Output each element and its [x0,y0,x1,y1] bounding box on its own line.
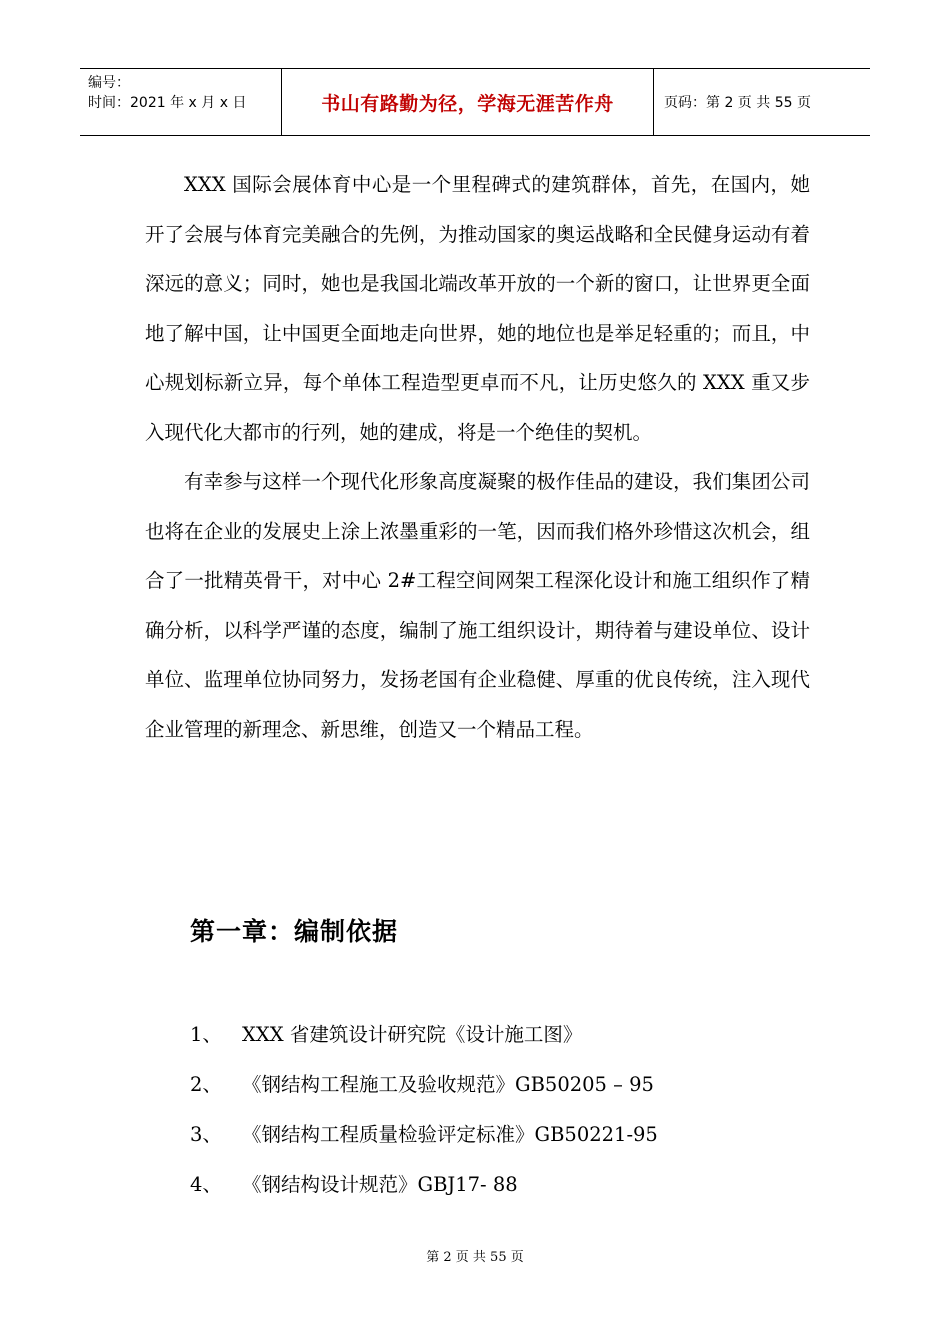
reference-text: 《钢结构工程质量检验评定标准》GB50221-95 [242,1123,658,1146]
reference-number: 3、 [190,1123,222,1146]
reference-text: 《钢结构设计规范》GBJ17- 88 [242,1173,518,1196]
reference-number: 1、 [190,1023,222,1046]
body-content [145,160,810,754]
reference-text: XXX 省建筑设计研究院《设计施工图》 [242,1023,583,1046]
paragraph-intro: XXX 国际会展体育中心是一个里程碑式的建筑群体，首先，在国内，她开了会展与体育完美融合的先例，为推动国家的奥运战略和全民健身运动有着深远的意义；同时，她也是我国北端改革开放的一个新的窗口，让世界更全面地了解中国，让中国更全面地走向世界，她的地位也是举足轻重的；而且，中心规划标新立异，每个单体工程造型更卓而不凡，让历史悠久的 XXX 重又步入现代化大都市的行列，她的建成，将是一个绝佳的契机。 [145,173,810,444]
header-page-code: 页码：第 2 页 共 55 页 [664,95,811,111]
reference-item [190,1010,830,1060]
header-time-label: 时间：2021 年 x 月 x 日 [88,95,247,111]
page-header [80,68,870,136]
header-number-label: 编号： [88,75,130,91]
reference-list [190,1010,830,1210]
reference-text: 《钢结构工程施工及验收规范》GB50205 – 95 [242,1073,654,1096]
header-info-cell [80,69,282,135]
reference-item [190,1060,830,1110]
reference-number: 4、 [190,1173,222,1196]
header-motto: 书山有路勤为径，学海无涯苦作舟 [321,92,614,115]
reference-number: 2、 [190,1073,222,1096]
reference-item [190,1160,830,1210]
header-page-code-cell [654,69,870,135]
chapter-heading: 第一章：编制依据 [190,917,399,946]
paragraph-participation: 有幸参与这样一个现代化形象高度凝聚的极作佳品的建设，我们集团公司也将在企业的发展史上涂上浓墨重彩的一笔，因而我们格外珍惜这次机会，组合了一批精英骨干，对中心 2#工程空间网架工程深化设计和施工组织作了精确分析，以科学严谨的态度，编制了施工组织设计，期待着与建设单位、设计单位、监理单位协同努力，发扬老国有企业稳健、厚重的优良传统，注入现代企业管理的新理念、新思维，创造又一个精品工程。 [145,470,810,741]
header-motto-cell [282,69,654,135]
reference-item [190,1110,830,1160]
page-footer: 第 2 页 共 55 页 [426,1250,524,1265]
